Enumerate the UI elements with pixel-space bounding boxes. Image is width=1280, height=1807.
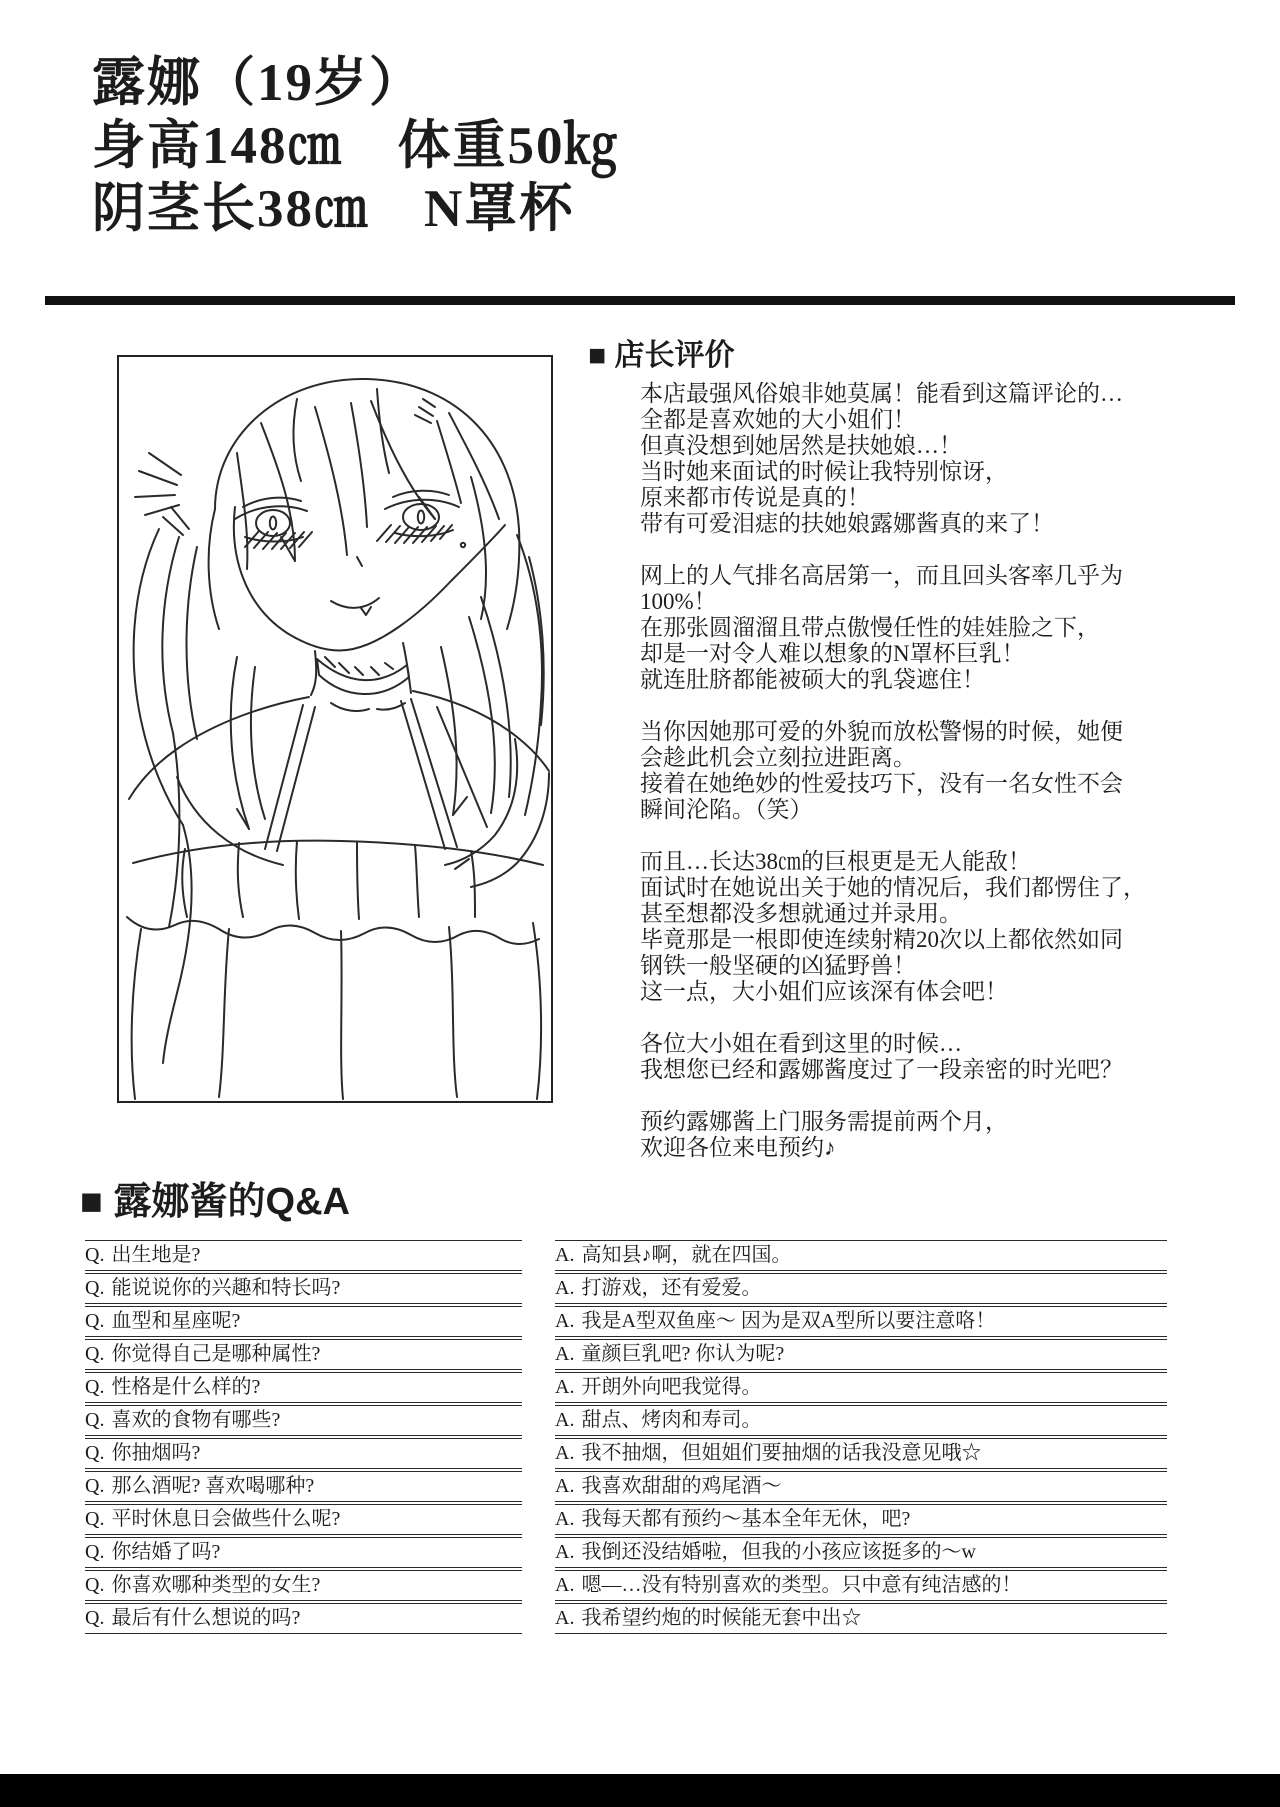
qa-question-cell xyxy=(85,1471,522,1502)
review-paragraph: 网上的人气排名高居第一，而且回头客率几乎为 100%！ 在那张圆溜溜且带点傲慢任性的娃娃脸之下， 却是一对令人难以想象的N罩杯巨乳！ 就连肚脐都能被硕大的乳袋遮住！ xyxy=(640,563,1123,692)
answer-text: 我每天都有预约～基本全年无休，吧? xyxy=(581,1508,911,1530)
neck xyxy=(311,643,411,695)
answer-text: 我不抽烟，但姐姐们要抽烟的话我没意见哦☆ xyxy=(581,1442,982,1464)
qa-row xyxy=(85,1537,1167,1568)
question-prefix: Q. xyxy=(85,1376,105,1398)
manager-review-body xyxy=(640,381,1218,1187)
answer-text: 我是A型双鱼座～ 因为是双A型所以要注意咯！ xyxy=(581,1310,996,1332)
character-portrait-frame xyxy=(117,355,553,1103)
question-text: 性格是什么样的? xyxy=(111,1376,261,1398)
question-prefix: Q. xyxy=(85,1343,105,1365)
answer-prefix: A. xyxy=(555,1508,575,1530)
hair-crown xyxy=(209,379,520,629)
front-hair-strands xyxy=(231,597,511,829)
question-text: 你抽烟吗? xyxy=(111,1442,201,1464)
hair-back xyxy=(134,453,544,1063)
character-name-age: 露娜（19岁） xyxy=(92,54,424,112)
character-illustration xyxy=(119,357,551,1101)
answer-text: 我喜欢甜甜的鸡尾酒～ xyxy=(581,1475,782,1497)
review-paragraph: 而且…长达38㎝的巨根更是无人能敌！ 面试时在她说出关于她的情况后，我们都愣住了， 甚至想都没多想就通过并录用。 毕竟那是一根即使连续射精20次以上都依然如同 钢铁一般坚硬的凶猛野兽！ 这一点，大小姐们应该深有体会吧！ xyxy=(640,849,1146,1004)
answer-prefix: A. xyxy=(555,1475,575,1497)
question-prefix: Q. xyxy=(85,1277,105,1299)
qa-row xyxy=(85,1405,1167,1436)
qa-answer-cell xyxy=(555,1372,1167,1403)
question-prefix: Q. xyxy=(85,1607,105,1629)
question-text: 你喜欢哪种类型的女生? xyxy=(111,1574,321,1596)
question-prefix: Q. xyxy=(85,1574,105,1596)
answer-text: 我倒还没结婚啦，但我的小孩应该挺多的～w xyxy=(581,1541,976,1563)
qa-answer-cell xyxy=(555,1405,1167,1436)
size-cup-stats: 阴茎长38㎝ N罩杯 xyxy=(92,180,575,238)
question-prefix: Q. xyxy=(85,1310,105,1332)
question-prefix: Q. xyxy=(85,1409,105,1431)
height-weight-stats: 身高148㎝ 体重50㎏ xyxy=(92,117,620,175)
qa-section-heading: ■ 露娜酱的Q&A xyxy=(80,1181,350,1223)
qa-answer-cell xyxy=(555,1504,1167,1535)
review-paragraph: 当你因她那可爱的外貌而放松警惕的时候，她便 会趁此机会立刻拉进距离。 接着在她绝妙的性爱技巧下，没有一名女性不会 瞬间沦陷。（笑） xyxy=(640,719,1123,822)
answer-prefix: A. xyxy=(555,1409,575,1431)
qa-question-cell xyxy=(85,1240,522,1271)
review-paragraph: 预约露娜酱上门服务需提前两个月， 欢迎各位来电预约♪ xyxy=(640,1109,1008,1160)
qa-answer-cell xyxy=(555,1537,1167,1568)
qa-question-cell xyxy=(85,1339,522,1370)
qa-row xyxy=(85,1471,1167,1502)
question-prefix: Q. xyxy=(85,1442,105,1464)
qa-question-cell xyxy=(85,1273,522,1304)
review-paragraph: 本店最强风俗娘非她莫属！能看到这篇评论的… 全都是喜欢她的大小姐们！ 但真没想到她居然是扶她娘…！ 当时她来面试的时候让我特别惊讶， 原来都市传说是真的！ 带有可爱泪痣的扶她娘露娜酱真的来了！ xyxy=(640,381,1123,536)
answer-prefix: A. xyxy=(555,1244,575,1266)
question-text: 最后有什么想说的吗? xyxy=(111,1607,301,1629)
qa-answer-cell xyxy=(555,1471,1167,1502)
answer-prefix: A. xyxy=(555,1277,575,1299)
answer-prefix: A. xyxy=(555,1343,575,1365)
question-text: 你觉得自己是哪种属性? xyxy=(111,1343,321,1365)
review-paragraph: 各位大小姐在看到这里的时候… 我想您已经和露娜酱度过了一段亲密的时光吧？ xyxy=(640,1031,1123,1082)
qa-question-cell xyxy=(85,1306,522,1337)
answer-text: 高知县♪啊，就在四国。 xyxy=(581,1244,792,1266)
qa-row xyxy=(85,1339,1167,1370)
answer-prefix: A. xyxy=(555,1442,575,1464)
answer-text: 开朗外向吧我觉得。 xyxy=(581,1376,762,1398)
question-prefix: Q. xyxy=(85,1541,105,1563)
question-prefix: Q. xyxy=(85,1244,105,1266)
profile-header xyxy=(92,52,620,241)
question-prefix: Q. xyxy=(85,1508,105,1530)
qa-answer-cell xyxy=(555,1438,1167,1469)
nose-mouth xyxy=(331,557,379,615)
qa-question-cell xyxy=(85,1537,522,1568)
qa-answer-cell xyxy=(555,1570,1167,1601)
qa-question-cell xyxy=(85,1372,522,1403)
answer-text: 童颜巨乳吧? 你认为呢? xyxy=(581,1343,785,1365)
qa-question-cell xyxy=(85,1405,522,1436)
answer-prefix: A. xyxy=(555,1607,575,1629)
qa-answer-cell xyxy=(555,1339,1167,1370)
qa-answer-cell xyxy=(555,1603,1167,1634)
beauty-mark xyxy=(461,543,465,547)
answer-prefix: A. xyxy=(555,1310,575,1332)
qa-answer-cell xyxy=(555,1240,1167,1271)
question-text: 喜欢的食物有哪些? xyxy=(111,1409,281,1431)
answer-prefix: A. xyxy=(555,1376,575,1398)
qa-row xyxy=(85,1240,1167,1271)
qa-question-cell xyxy=(85,1504,522,1535)
qa-row xyxy=(85,1504,1167,1535)
question-text: 能说说你的兴趣和特长吗? xyxy=(111,1277,341,1299)
header-divider-rule xyxy=(45,296,1235,305)
question-text: 那么酒呢? 喜欢喝哪种? xyxy=(111,1475,315,1497)
answer-prefix: A. xyxy=(555,1541,575,1563)
blush-hatching xyxy=(245,525,465,549)
qa-question-cell xyxy=(85,1603,522,1634)
qa-row xyxy=(85,1438,1167,1469)
qa-table xyxy=(85,1240,1167,1636)
question-text: 你结婚了吗? xyxy=(111,1541,221,1563)
qa-question-cell xyxy=(85,1570,522,1601)
qa-question-cell xyxy=(85,1438,522,1469)
qa-answer-cell xyxy=(555,1306,1167,1337)
torso-fabric xyxy=(132,923,541,1099)
qa-row xyxy=(85,1603,1167,1634)
qa-row xyxy=(85,1273,1167,1304)
qa-row xyxy=(85,1372,1167,1403)
shoulders-arms xyxy=(129,691,549,887)
answer-text: 打游戏，还有爱爱。 xyxy=(581,1277,762,1299)
qa-row xyxy=(85,1306,1167,1337)
qa-row xyxy=(85,1570,1167,1601)
question-text: 平时休息日会做些什么呢? xyxy=(111,1508,341,1530)
answer-text: 甜点、烤肉和寿司。 xyxy=(581,1409,762,1431)
question-prefix: Q. xyxy=(85,1475,105,1497)
manager-review-heading: ■ 店长评价 xyxy=(588,339,735,372)
answer-text: 我希望约炮的时候能无套中出☆ xyxy=(581,1607,862,1629)
eyes xyxy=(235,491,459,542)
question-text: 出生地是? xyxy=(111,1244,201,1266)
answer-text: 嗯—…没有特别喜欢的类型。只中意有纯洁感的！ xyxy=(581,1574,1022,1596)
qa-answer-cell xyxy=(555,1273,1167,1304)
answer-prefix: A. xyxy=(555,1574,575,1596)
question-text: 血型和星座呢? xyxy=(111,1310,241,1332)
bottom-black-bar xyxy=(0,1774,1280,1807)
